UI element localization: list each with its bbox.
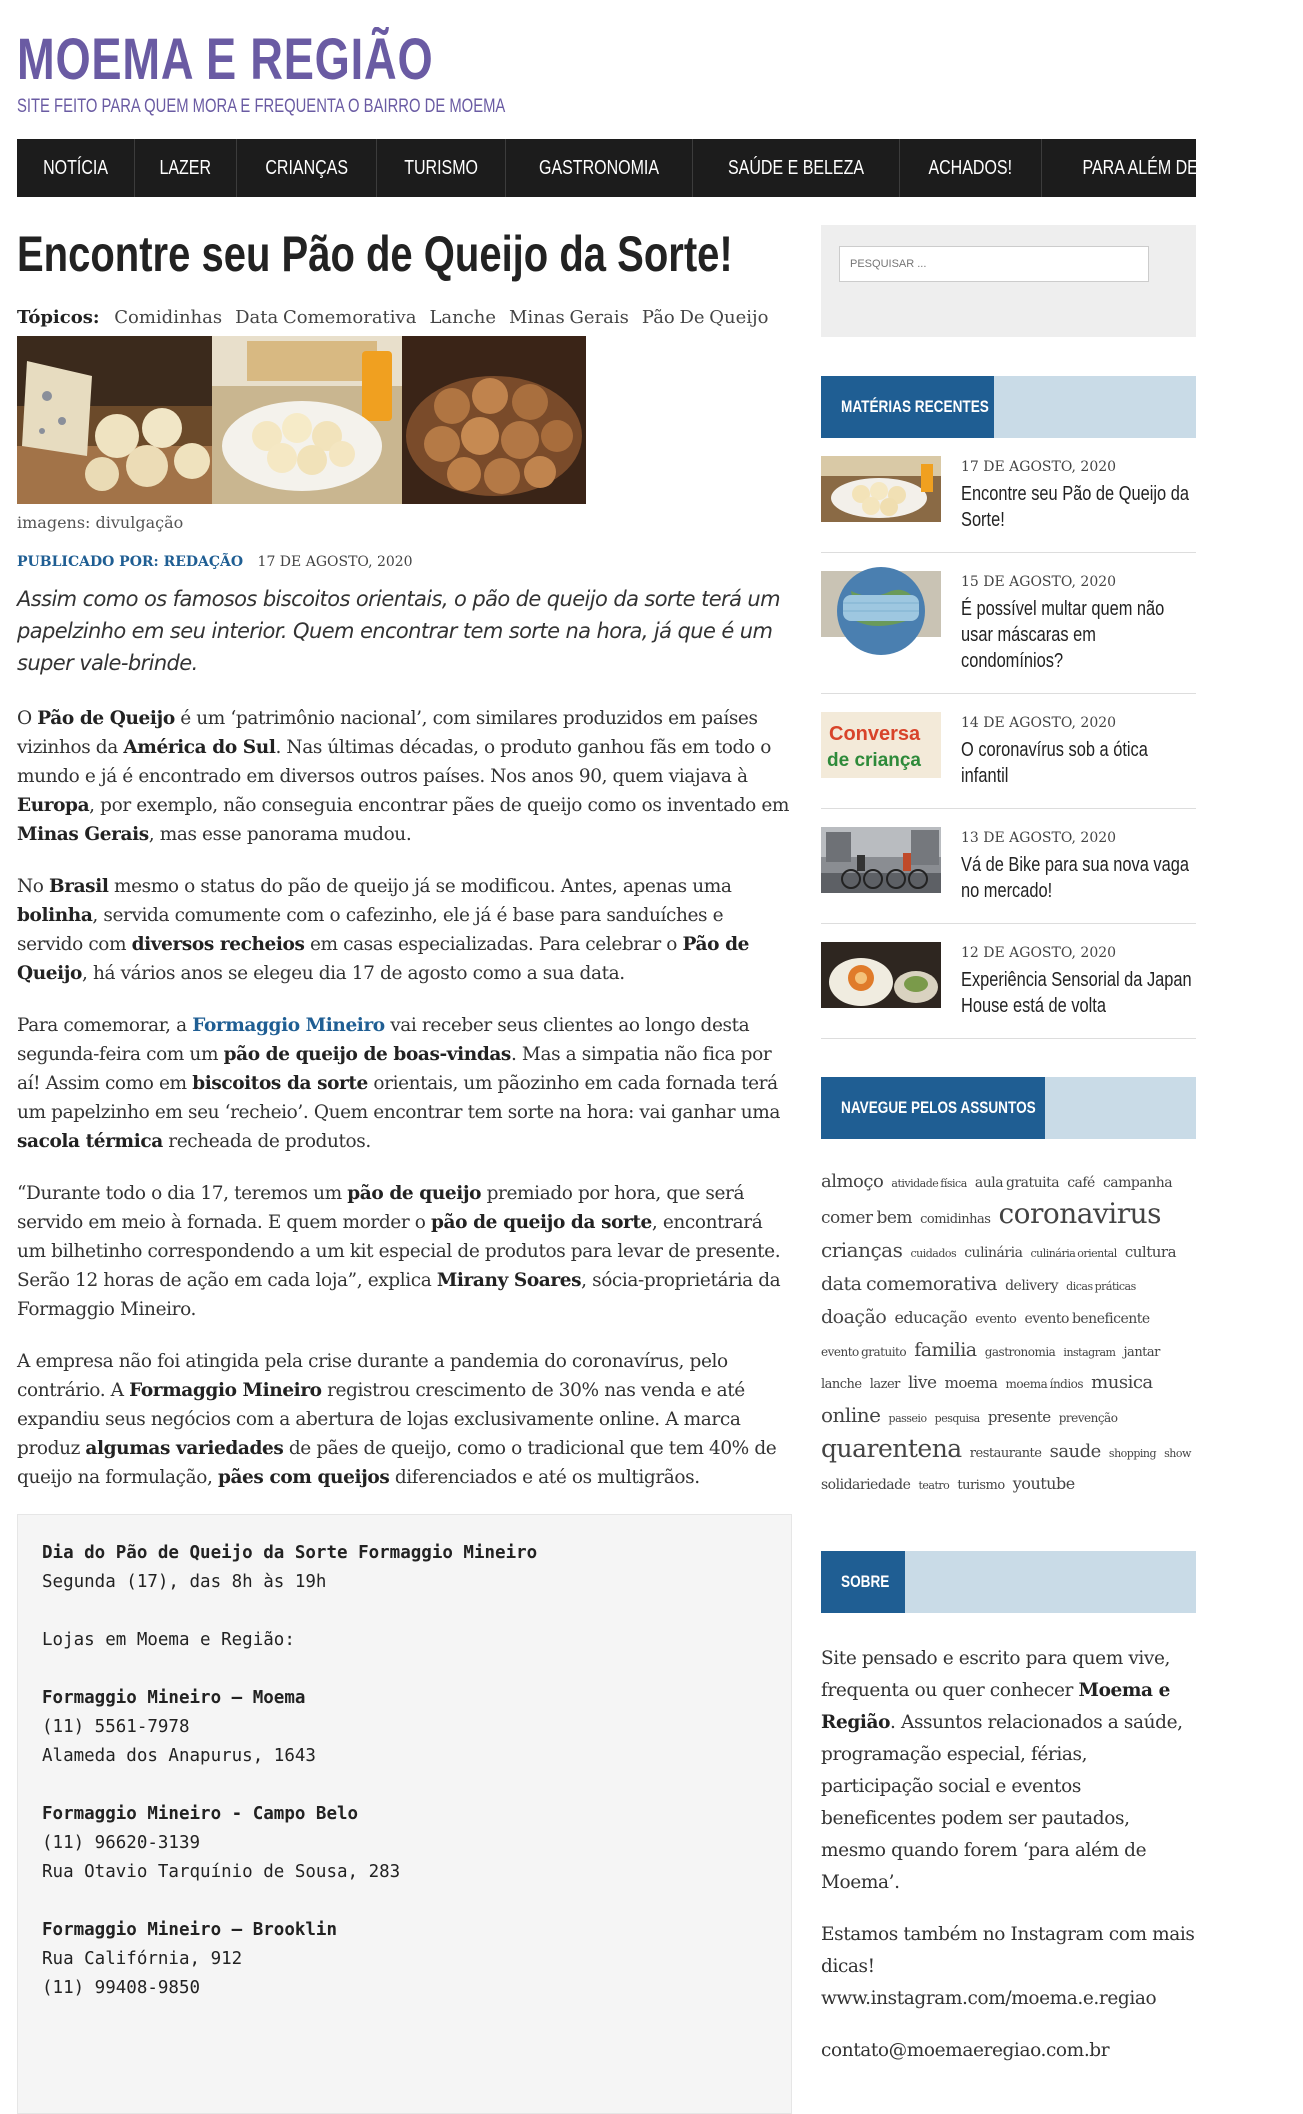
search-widget [821,225,1196,337]
tag-link[interactable]: lazer [869,1377,900,1392]
inline-link[interactable]: Formaggio Mineiro [192,1015,385,1036]
tag-link[interactable]: instagram [1063,1346,1116,1359]
recent-post-date: 15 DE AGOSTO, 2020 [961,574,1117,590]
recent-post-item[interactable] [821,694,1196,809]
store-info-line [42,1771,767,1800]
recent-posts-list [821,456,1196,1039]
recent-post-thumbnail[interactable] [821,456,941,522]
about-instagram-text: Estamos também no Instagram com mais dicas! [821,1924,1195,1977]
tag-link[interactable]: lanche [821,1377,862,1392]
tag-cloud-header [821,1077,1196,1139]
tag-link[interactable]: passeio [888,1412,927,1425]
nav-item-achados-[interactable]: ACHADOS! [900,139,1041,197]
store-info-line [42,1655,767,1684]
tag-link[interactable]: educação [894,1308,968,1327]
recent-post-date: 13 DE AGOSTO, 2020 [961,830,1117,846]
post-date: 17 DE AGOSTO, 2020 [257,554,413,570]
recent-posts-title: MATÉRIAS RECENTES [841,397,989,416]
tag-link[interactable]: prevenção [1058,1411,1118,1425]
store-info-box [17,1514,792,2114]
about-paragraph: Site pensado e escrito para quem vive, frequenta ou quer conhecer Moema e Região. Assuntos relacionados a saúde, programação especial, férias, participação social e eventos beneficentes podem ser pautados, mesmo quando forem ‘para além de Moema’. [821,1648,1183,1893]
paragraph-3: Para comemorar, a Formaggio Mineiro vai receber seus clientes ao longo desta segunda-feira com um pão de queijo de boas-vindas. Mas a simpatia não fica por aí! Assim como em biscoitos da sorte orientais, um pãozinho em cada fornada terá um papelzinho em seu ‘recheio’. Quem encontrar tem sorte na hora: vai ganhar uma sacola térmica recheada de produtos. [17,1015,781,1152]
recent-post-title[interactable]: O coronavírus sob a ótica infantil [961,739,1148,787]
store-info-line: (11) 96620-3139 [42,1833,201,1853]
recent-post-date: 17 DE AGOSTO, 2020 [961,459,1117,475]
tag-link[interactable]: crianças [821,1238,903,1262]
store-info-line: (11) 99408-9850 [42,1978,201,1998]
tag-link[interactable]: delivery [1005,1278,1059,1294]
recent-post-date: 14 DE AGOSTO, 2020 [961,715,1117,731]
about-title: SOBRE [841,1572,890,1591]
tag-link[interactable]: moema [944,1374,998,1392]
topic-link[interactable]: Data Comemorativa [235,307,417,328]
cheese-board-photo [17,336,212,504]
svg-text:de criança: de criança [827,750,921,771]
cheese-bread-basket-photo [402,336,586,504]
tag-link[interactable]: presente [987,1408,1051,1426]
tag-link[interactable]: restaurante [969,1446,1042,1461]
tag-link[interactable]: coronavirus [998,1197,1162,1230]
tag-link[interactable]: aula gratuita [974,1175,1060,1191]
tag-link[interactable]: familia [914,1339,977,1361]
tag-link[interactable]: solidariedade [821,1477,911,1493]
nav-item-gastronomia[interactable]: GASTRONOMIA [506,139,693,197]
tag-link[interactable]: quarentena [821,1434,962,1463]
nav-item-lazer[interactable]: LAZER [135,139,236,197]
nav-item-crianças[interactable]: CRIANÇAS [237,139,377,197]
topic-link[interactable]: Comidinhas [114,307,223,328]
tag-link[interactable]: evento gratuito [821,1345,907,1359]
site-title[interactable]: MOEMA E REGIÃO [17,27,434,92]
tag-link[interactable]: gastronomia [984,1345,1056,1359]
recent-post-title[interactable]: É possível multar quem não usar máscaras em condomínios? [961,598,1165,672]
main-nav [17,139,1263,197]
nav-item-saúde-e-beleza[interactable]: SAÚDE E BELEZA [693,139,900,197]
tag-link[interactable]: youtube [1012,1474,1075,1493]
recent-post-item[interactable] [821,924,1196,1039]
recent-post-title[interactable]: Experiência Sensorial da Japan House está de volta [961,969,1192,1017]
recent-post-thumbnail[interactable] [821,712,941,778]
post-topics [17,307,792,328]
store-info-line: Dia do Pão de Queijo da Sorte Formaggio Mineiro [42,1543,538,1563]
paragraph-1: O Pão de Queijo é um ‘patrimônio nacional’, com similares produzidos em países vizinhos da América do Sul. Nas últimas décadas, o produto ganhou fãs em todo o mundo e já é encontrado em diversos outros países. Nos anos 90, quem viajava à Europa, por exemplo, não conseguia encontrar pães de queijo como os inventado em Minas Gerais, mas esse panorama mudou. [17,708,790,845]
recent-posts-header [821,376,1196,438]
store-info-line: (11) 5561-7978 [42,1717,190,1737]
paragraph-4: “Durante todo o dia 17, teremos um pão de queijo premiado por hora, que será servido em meio à fornada. E quem morder o pão de queijo da sorte, encontrará um bilhetinho correspondendo a um kit especial de produtos para levar de presente. Serão 12 horas de ação em cada loja”, explica Mirany Soares, sócia-proprietária da Formaggio Mineiro. [17,1183,781,1320]
tag-link[interactable]: dicas práticas [1066,1280,1136,1293]
post-image [17,336,756,504]
post-lead: Assim como os famosos biscoitos orientais, o pão de queijo da sorte terá um papelzinho em seu interior. Quem encontrar tem sorte na hora, já que é um super vale-brinde. [17,587,780,675]
recent-post-thumbnail[interactable] [821,827,941,893]
store-info-line: Segunda (17), das 8h às 19h [42,1572,327,1592]
store-info-line: Formaggio Mineiro – Brooklin [42,1920,338,1940]
topics-label: Tópicos: [17,307,100,328]
recent-post-thumbnail[interactable] [821,942,941,1008]
store-info-line [42,1887,767,1916]
tag-link[interactable]: saude [1049,1441,1101,1462]
tag-link[interactable]: atividade física [891,1177,967,1190]
store-info-line: Lojas em Moema e Região: [42,1630,295,1650]
store-info-line: Rua Califórnia, 912 [42,1949,243,1969]
tag-link[interactable]: online [821,1403,881,1427]
store-info-line: Alameda dos Anapurus, 1643 [42,1746,316,1766]
tag-link[interactable]: turismo [957,1478,1005,1493]
topic-link[interactable]: Lanche [429,307,497,328]
recent-post-date: 12 DE AGOSTO, 2020 [961,945,1117,961]
tag-cloud-title: NAVEGUE PELOS ASSUNTOS [841,1098,1036,1117]
recent-post-title[interactable]: Encontre seu Pão de Queijo da Sorte! [961,483,1189,531]
tag-link[interactable]: show [1164,1447,1191,1460]
search-input[interactable] [839,246,1149,282]
site-tagline: SITE FEITO PARA QUEM MORA E FREQUENTA O BAIRRO DE MOEMA [17,96,506,117]
tag-link[interactable]: evento beneficente [1024,1311,1150,1327]
nav-item-notícia[interactable]: NOTÍCIA [17,139,135,197]
post-title: Encontre seu Pão de Queijo da Sorte! [17,226,733,282]
tag-link[interactable]: pesquisa [934,1412,980,1425]
tag-link[interactable]: musica [1091,1372,1153,1393]
post-author[interactable]: PUBLICADO POR: REDAÇÃO [17,554,244,570]
about-header [821,1551,1196,1613]
tag-link[interactable]: comer bem [821,1208,913,1228]
recent-post-title[interactable]: Vá de Bike para sua nova vaga no mercado! [961,854,1189,902]
recent-post-item[interactable] [821,809,1196,924]
paragraph-5: A empresa não foi atingida pela crise durante a pandemia do coronavírus, pelo contrário. A Formaggio Mineiro registrou crescimento de 30% nas venda e até expandiu seus negócios com a abertura de lojas exclusivamente online. A marca produz algumas variedades de pães de queijo, como o tradicional que tem 40% de queijo na formulação, pães com queijos diferenciados e até os multigrãos. [17,1351,777,1488]
nav-item-turismo[interactable]: TURISMO [377,139,506,197]
tag-link[interactable]: campanha [1102,1175,1173,1191]
tag-link[interactable]: shopping [1108,1447,1157,1460]
store-info-line [42,1597,767,1626]
tag-cloud [821,1167,1196,1501]
cheese-bread-bowl-photo [212,336,402,504]
tag-link[interactable]: cultura [1124,1243,1177,1261]
paragraph-2: No Brasil mesmo o status do pão de queijo já se modificou. Antes, apenas uma bolinha, servida comumente com o cafezinho, ele já é base para sanduíches e servido com diversos recheios em casas especializadas. Para celebrar o Pão de Queijo, há vários anos se elegeu dia 17 de agosto como a sua data. [17,876,750,984]
tag-link[interactable]: comidinhas [920,1212,991,1227]
topic-link[interactable]: Minas Gerais [509,307,629,328]
store-info-line: Rua Otavio Tarquínio de Sousa, 283 [42,1862,401,1882]
tag-link[interactable]: jantar [1123,1345,1160,1360]
tag-link[interactable]: culinária oriental [1030,1247,1117,1260]
post-meta [17,554,792,570]
store-info-line: Formaggio Mineiro – Moema [42,1688,306,1708]
recent-post-item[interactable] [821,456,1196,553]
tag-link[interactable]: moema índios [1005,1377,1084,1391]
tag-link[interactable]: evento [975,1312,1017,1327]
tag-link[interactable]: almoço [821,1171,884,1192]
nav-item-para-além-de-moema[interactable]: PARA ALÉM DE MOEMA [1082,156,1263,179]
svg-text:Conversa: Conversa [829,723,921,745]
recent-post-thumbnail[interactable] [821,571,941,637]
tag-link[interactable]: data comemorativa [821,1273,997,1295]
instagram-link[interactable]: www.instagram.com/moema.e.regiao [821,1988,1157,2009]
topic-link[interactable]: Pão De Queijo [641,307,769,328]
image-caption: imagens: divulgação [17,513,184,532]
about-instagram-note [821,1919,1196,2015]
tag-link[interactable]: café [1067,1175,1095,1191]
tag-link[interactable]: culinária [964,1245,1023,1261]
about-email[interactable]: contato@moemaeregiao.com.br [821,2040,1110,2061]
store-info-line: Formaggio Mineiro - Campo Belo [42,1804,359,1824]
article [17,225,792,2114]
tag-link[interactable]: live [908,1373,937,1393]
about-text [821,1643,1196,2067]
recent-post-item[interactable] [821,553,1196,694]
tag-link[interactable]: doação [821,1306,887,1328]
tag-link[interactable]: teatro [918,1479,950,1492]
sidebar [821,225,1196,2087]
tag-link[interactable]: cuidados [910,1247,957,1260]
